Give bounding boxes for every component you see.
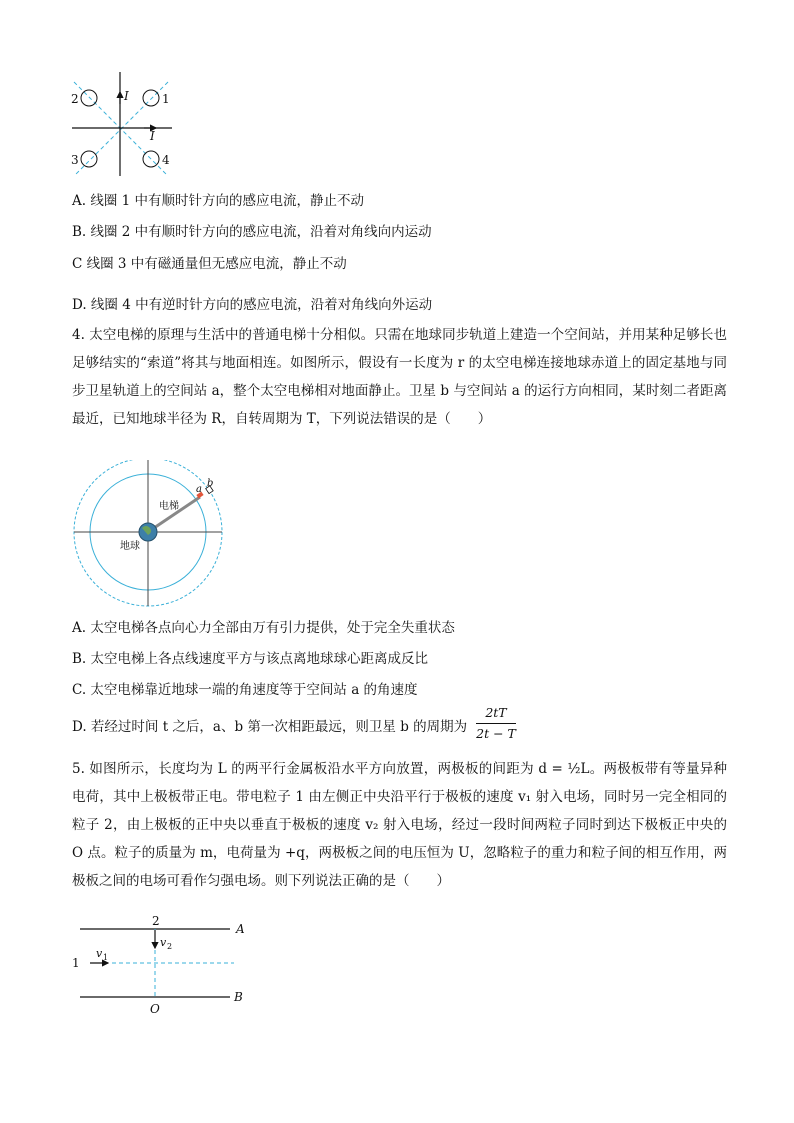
q3-option-b: B. 线圈 2 中有顺时针方向的感应电流，沿着对角线向内运动 (72, 224, 432, 240)
v1-label: v (96, 947, 103, 960)
earth-label: 地球 (120, 541, 140, 552)
v2-sub: 2 (167, 942, 173, 951)
q3-option-d: D. 线圈 4 中有逆时针方向的感应电流，沿着对角线向外运动 (72, 297, 433, 313)
q5-stem: 5. 如图所示，长度均为 L 的两平行金属板沿水平方向放置，两极板的间距为 d = ½L。两极板带有等量异种电荷，其中上极板带正电。带电粒子 1 由左侧正中央沿平行于极板的速度 v₁ 射入电场，同时另一完全相同的粒子 2，由上极板的正中央以垂直于极板的速度 v₂ 射入电场，经过一段时间两粒子同时到达下极板正中央的 O 点。粒子的质量为 m，电荷量为 +q，两极板之间的电压恒为 U，忽略粒子的重力和粒子间的相互作用，两极板之间的电场可看作匀强电场。则下列说法正确的是（ ） (72, 761, 727, 889)
period-numerator: 2tT (485, 705, 507, 720)
q4-option-c: C. 太空电梯靠近地球一端的角速度等于空间站 a 的角速度 (72, 682, 418, 698)
v1-sub: 1 (103, 953, 109, 962)
q4-option-b: B. 太空电梯上各点线速度平方与该点离地球球心距离成反比 (72, 651, 429, 667)
coil-label-1: 1 (162, 92, 170, 106)
current-label-horizontal: I (150, 129, 155, 143)
particle-2-label: 2 (152, 914, 160, 928)
q4-stem: 4. 太空电梯的原理与生活中的普通电梯十分相似。只需在地球同步轨道上建造一个空间站，并用某种足够长也足够结实的“索道”将其与地面相连。如图所示，假设有一长度为 r 的太空电梯连接地球赤道上的固定基地与同步卫星轨道上的空间站 a，整个太空电梯相对地面静止。卫星 b 与空间站 a 的运行方向相同，某时刻二者距离最近，已知地球半径为 R，自转周期为 T，下列说法错误的是（ ） (72, 327, 727, 427)
v2-label: v (160, 936, 167, 949)
station-a-label: a (196, 484, 202, 495)
satellite-b-label: b (207, 478, 214, 489)
coil-2 (81, 90, 97, 106)
elevator-label: 电梯 (159, 501, 179, 512)
q3-option-a: A. 线圈 1 中有顺时针方向的感应电流，静止不动 (72, 193, 365, 209)
particle-1-label: 1 (72, 956, 80, 970)
parallel-plates-figure (66, 912, 262, 1018)
period-denominator: 2t − T (476, 726, 516, 741)
current-label-vertical: I (124, 89, 129, 103)
coil-label-4: 4 (162, 153, 170, 167)
point-o-label: O (150, 1002, 160, 1016)
period-fraction (476, 705, 516, 742)
q4-option-d: D. 若经过时间 t 之后，a、b 第一次相距最远，则卫星 b 的周期为 (72, 719, 468, 735)
q4-option-a: A. 太空电梯各点向心力全部由万有引力提供，处于完全失重状态 (72, 620, 455, 636)
coil-1 (143, 90, 159, 106)
plate-b-label: B (234, 990, 243, 1004)
coil-label-3: 3 (71, 153, 79, 167)
q3-option-c: C 线圈 3 中有磁通量但无感应电流，静止不动 (72, 256, 347, 272)
plate-a-label: A (236, 922, 245, 936)
coil-3 (81, 151, 97, 167)
coil-figure (66, 68, 176, 180)
space-elevator-figure (70, 460, 236, 610)
coil-label-2: 2 (71, 92, 79, 106)
